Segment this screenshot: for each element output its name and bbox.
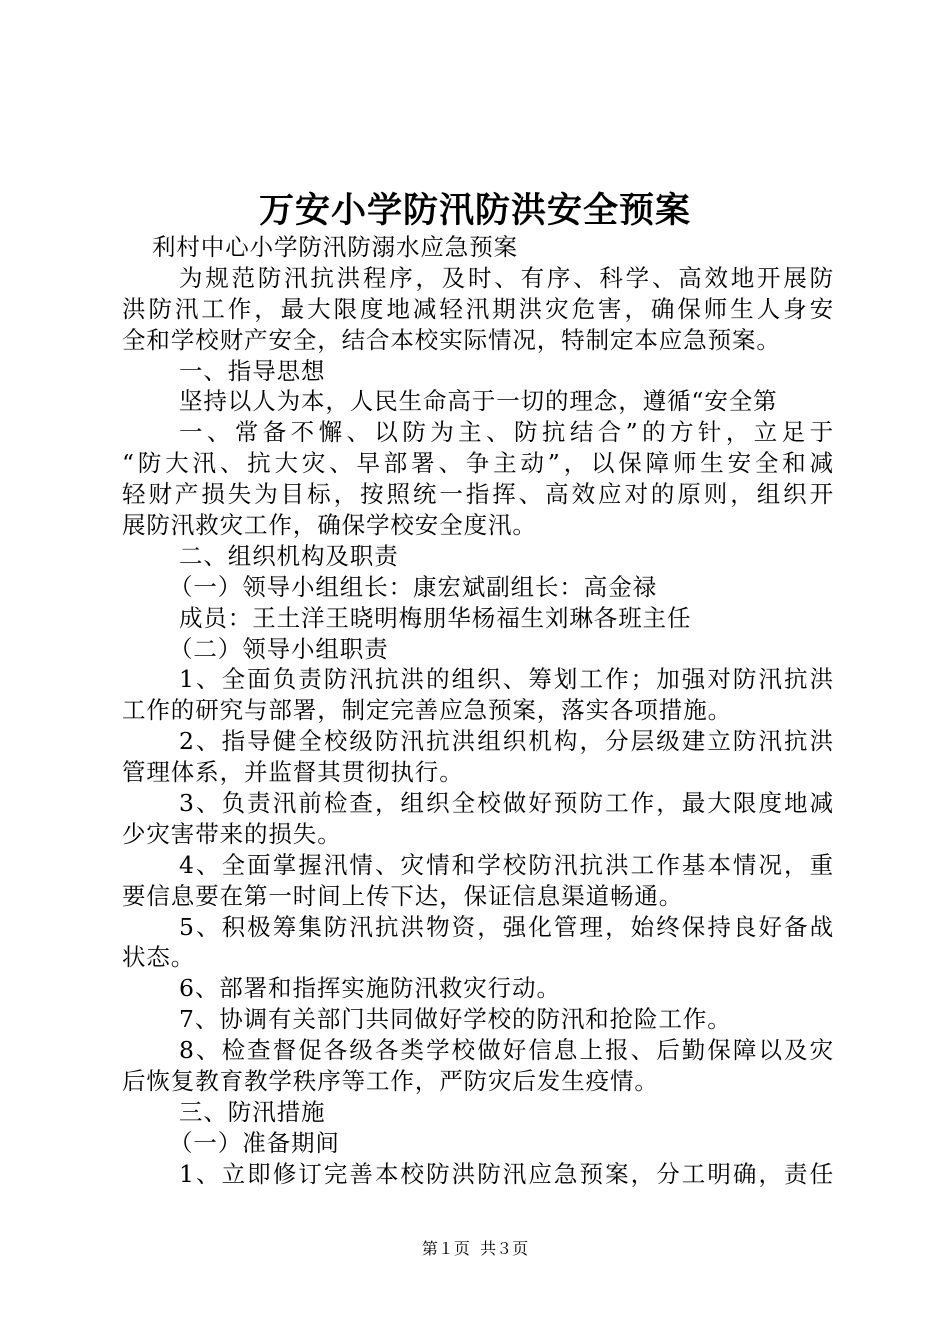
list-item-line: 要信息要在第一时间上传下达，保证信息渠道畅通。 [122, 881, 684, 910]
list-item-line: 1、立即修订完善本校防洪防汛应急预案，分工明确，责任 [179, 1159, 834, 1188]
section-heading: 二、组织机构及职责 [179, 541, 399, 570]
paragraph-line: 洪防汛工作，最大限度地减轻汛期洪灾危害，确保师生人身安 [122, 294, 834, 323]
list-item-line: 1、全面负责防汛抗洪的组织、筹划工作；加强对防汛抗洪 [179, 665, 834, 694]
list-item-line: 工作的研究与部署，制定完善应急预案，落实各项措施。 [122, 696, 732, 725]
document-body [122, 232, 834, 1190]
list-item-line: 2、指导健全校级防汛抗洪组织机构，分层级建立防汛抗洪 [179, 727, 834, 756]
paragraph-line: 一、常备不懈、以防为主、防抗结合”的方针，立足于 [179, 418, 834, 447]
page-footer [0, 1238, 950, 1260]
list-item-line: 8、检查督促各级各类学校做好信息上报、后勤保障以及灾 [179, 1036, 834, 1065]
paragraph-line: 为规范防汛抗洪程序，及时、有序、科学、高效地开展防 [179, 263, 834, 292]
subsection-heading: （二）领导小组职责 [169, 634, 389, 663]
list-item-line: 5、积极筹集防汛抗洪物资，强化管理，始终保持良好备战 [179, 912, 834, 941]
paragraph-line: 坚持以人为本，人民生命高于一切的理念，遵循“安全第 [179, 387, 778, 416]
paragraph-line: 全和学校财产安全，结合本校实际情况，特制定本应急预案。 [122, 325, 781, 354]
paragraph-line: “防大汛、抗大灾、早部署、争主动”，以保障师生安全和减 [122, 449, 834, 478]
list-item-line: 管理体系，并监督其贯彻执行。 [122, 758, 464, 787]
list-item-line: 4、全面掌握汛情、灾情和学校防汛抗洪工作基本情况，重 [179, 850, 834, 879]
section-heading: 一、指导思想 [179, 356, 326, 385]
list-item-line: 7、协调有关部门共同做好学校的防汛和抢险工作。 [179, 1005, 732, 1034]
list-item-line: 3、负责汛前检查，组织全校做好预防工作，最大限度地减 [179, 789, 834, 818]
list-item-line: 少灾害带来的损失。 [122, 819, 342, 848]
paragraph-line: 展防汛救灾工作，确保学校安全度汛。 [122, 511, 537, 540]
document-title: 万安小学防汛防洪安全预案 [258, 190, 691, 231]
list-item-line: 状态。 [122, 943, 196, 972]
paragraph-line: 成员：王土洋王晓明梅朋华杨福生刘琳各班主任 [179, 603, 692, 632]
subsection-heading: （一）准备期间 [169, 1128, 340, 1157]
paragraph-line: （一）领导小组组长：康宏斌副组长：高金禄 [169, 572, 657, 601]
paragraph-line: 轻财产损失为目标，按照统一指挥、高效应对的原则，组织开 [122, 480, 834, 509]
section-heading: 三、防汛措施 [179, 1097, 326, 1126]
subtitle-line: 利村中心小学防汛防溺水应急预案 [152, 233, 518, 261]
list-item-line: 6、部署和指挥实施防汛救灾行动。 [179, 974, 561, 1003]
page-number: 第１页 共３页 [421, 1239, 529, 1258]
list-item-line: 后恢复教育教学秩序等工作，严防灾后发生疫情。 [122, 1067, 659, 1096]
